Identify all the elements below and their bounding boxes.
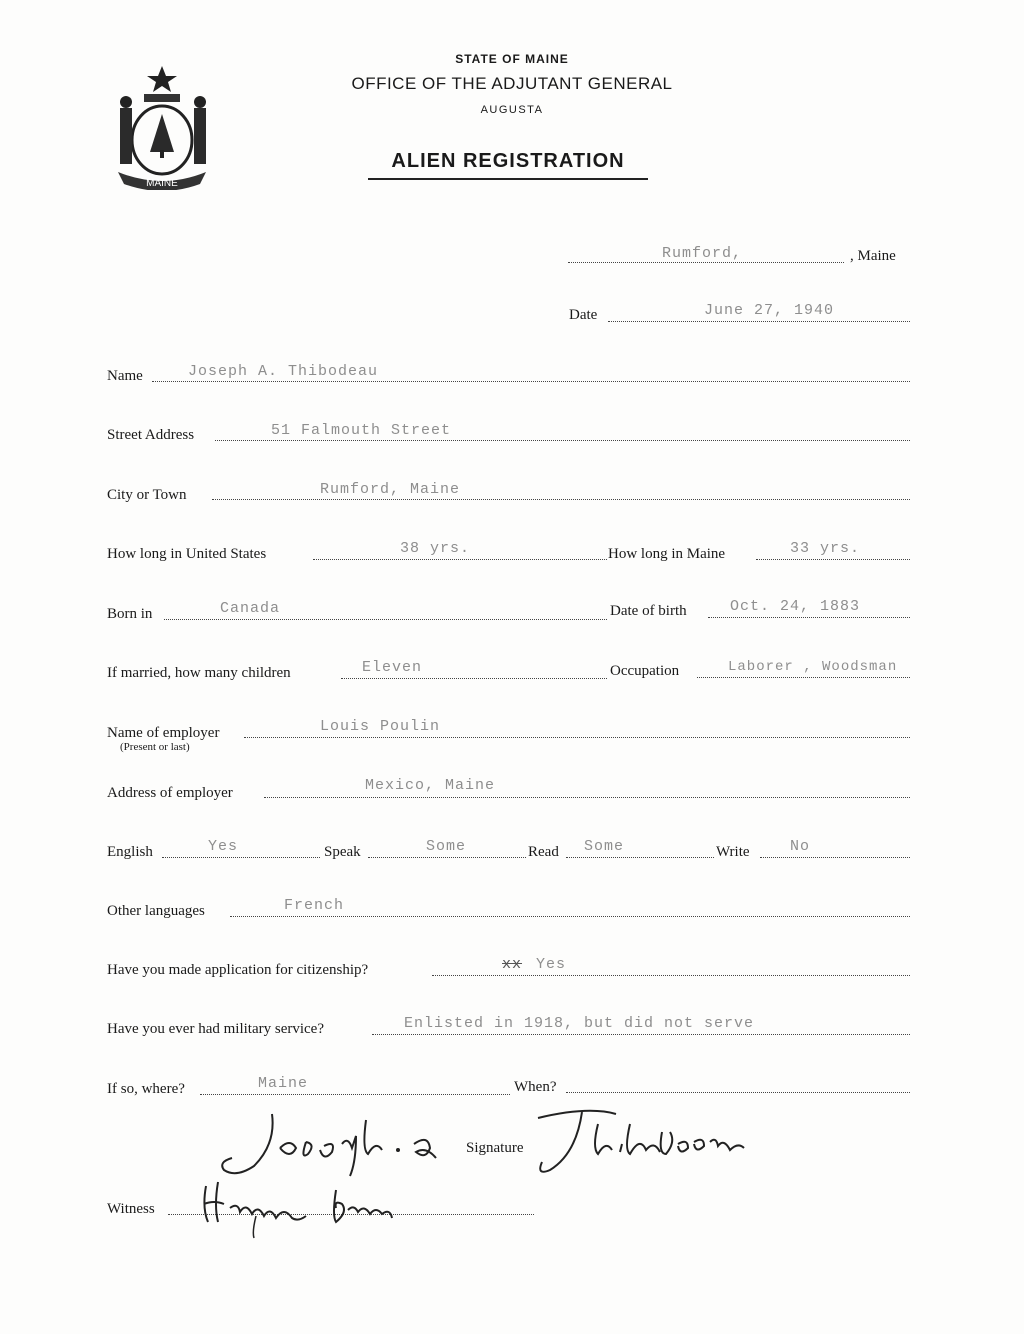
name-value: Joseph A. Thibodeau [188, 363, 379, 380]
speak-line [368, 857, 526, 858]
citizenship-label: Have you made application for citizenship? [107, 962, 369, 978]
citizenship-line [432, 975, 910, 976]
employer-sublabel: (Present or last) [120, 741, 190, 753]
city-value: Rumford, Maine [320, 481, 461, 498]
maine-duration-line [756, 559, 910, 560]
write-value: No [790, 838, 811, 855]
children-label: If married, how many children [107, 665, 291, 681]
title-underline [368, 178, 648, 180]
city-heading: AUGUSTA [480, 104, 544, 116]
employer-value: Louis Poulin [320, 718, 441, 735]
children-line [341, 678, 607, 679]
citizenship-struck: xx [502, 956, 523, 973]
english-value: Yes [208, 838, 239, 855]
employer-address-label: Address of employer [107, 785, 233, 801]
write-line [760, 857, 910, 858]
employer-address-line [264, 797, 910, 798]
speak-label: Speak [324, 844, 361, 860]
read-label: Read [528, 844, 559, 860]
employer-label: Name of employer [107, 725, 220, 741]
occupation-line [697, 677, 910, 678]
form-title: ALIEN REGISTRATION [391, 150, 625, 172]
dob-label: Date of birth [610, 603, 687, 619]
us-duration-label: How long in United States [107, 546, 267, 562]
employer-address-value: Mexico, Maine [365, 777, 496, 794]
street-value: 51 Falmouth Street [271, 422, 452, 439]
read-value: Some [584, 838, 625, 855]
dob-line [708, 617, 910, 618]
city-label: City or Town [107, 487, 187, 503]
witness-label: Witness [107, 1201, 155, 1217]
born-line [164, 619, 607, 620]
other-languages-line [230, 916, 910, 917]
english-line [162, 857, 320, 858]
name-line [152, 381, 910, 382]
military-value: Enlisted in 1918, but did not serve [404, 1015, 755, 1032]
where-line [200, 1094, 510, 1095]
other-languages-label: Other languages [107, 903, 205, 919]
born-value: Canada [220, 600, 281, 617]
children-value: Eleven [362, 659, 423, 676]
occupation-label: Occupation [610, 663, 680, 679]
us-duration-line [313, 559, 607, 560]
state-heading: STATE OF MAINE [455, 52, 569, 66]
occupation-value: Laborer , Woodsman [728, 659, 898, 675]
other-languages-value: French [284, 897, 345, 914]
city-line [212, 499, 910, 500]
place-suffix: , Maine [850, 248, 896, 264]
place-value: Rumford, [662, 245, 743, 262]
signature-label: Signature [466, 1140, 524, 1156]
when-line [566, 1092, 910, 1093]
us-duration-value: 38 yrs. [400, 540, 471, 557]
date-label: Date [569, 307, 598, 323]
read-line [566, 857, 714, 858]
english-label: English [107, 844, 153, 860]
military-label: Have you ever had military service? [107, 1021, 324, 1037]
military-line [372, 1034, 910, 1035]
handwritten-surname [528, 1104, 748, 1184]
where-value: Maine [258, 1075, 309, 1092]
seal-lettering: MAINE [146, 178, 178, 189]
speak-value: Some [426, 838, 467, 855]
date-value: June 27, 1940 [704, 302, 835, 319]
born-label: Born in [107, 606, 153, 622]
place-line [568, 262, 844, 263]
maine-duration-value: 33 yrs. [790, 540, 861, 557]
dob-value: Oct. 24, 1883 [730, 598, 861, 615]
when-label: When? [514, 1079, 557, 1095]
employer-line [244, 737, 910, 738]
citizenship-value: Yes [536, 956, 567, 973]
write-label: Write [716, 844, 750, 860]
date-line [608, 321, 910, 322]
where-label: If so, where? [107, 1081, 185, 1097]
street-label: Street Address [107, 427, 195, 443]
handwritten-witness [196, 1176, 416, 1242]
office-heading: OFFICE OF THE ADJUTANT GENERAL [351, 74, 673, 93]
handwritten-given-name [214, 1104, 464, 1184]
street-line [215, 440, 910, 441]
name-label: Name [107, 368, 143, 384]
maine-duration-label: How long in Maine [608, 546, 726, 562]
